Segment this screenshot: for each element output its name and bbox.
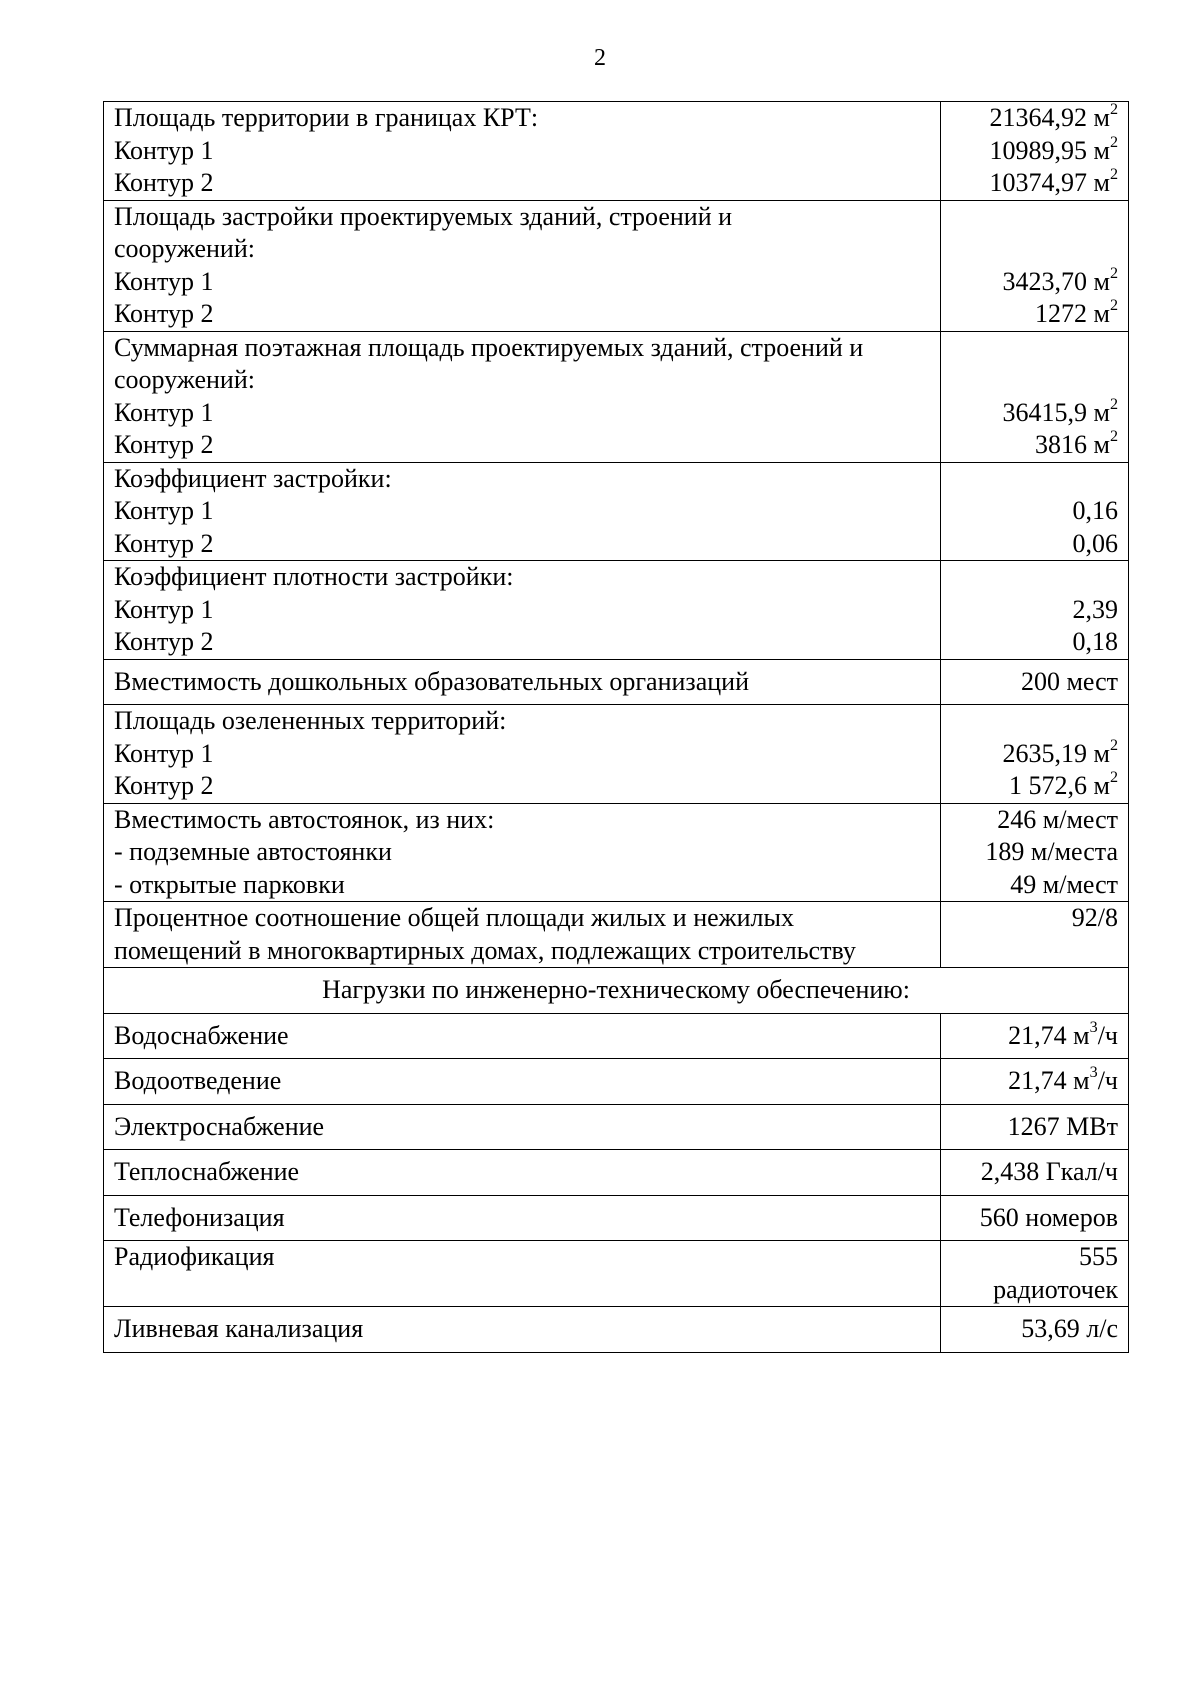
value-unit-exponent: 2 <box>1109 427 1118 445</box>
table-row <box>104 659 1129 705</box>
parameter-value-line <box>951 869 1118 902</box>
parameter-value-line <box>951 561 1118 594</box>
value-number: 21,74 м <box>1008 1066 1090 1095</box>
parameter-value-cell <box>941 902 1129 968</box>
value-number: 2,39 <box>1072 594 1118 624</box>
value-number: 36415,9 м <box>1002 397 1110 427</box>
parameter-value-line <box>951 201 1118 234</box>
parameter-label-cell <box>104 462 941 561</box>
parameter-label-cell <box>104 659 941 705</box>
parameter-value-line <box>951 495 1118 528</box>
table-row <box>104 902 1129 968</box>
parameter-value-cell <box>941 462 1129 561</box>
parameter-value-line <box>951 738 1118 771</box>
parameter-value-cell <box>941 331 1129 462</box>
section-heading-row <box>104 968 1129 1014</box>
value-unit-exponent: 2 <box>1109 165 1118 183</box>
utility-value-cell <box>941 1150 1129 1196</box>
utility-value <box>951 1020 1118 1053</box>
utility-value <box>951 1202 1118 1235</box>
value-unit-suffix: /ч <box>1097 1066 1118 1095</box>
value-number: 53,69 л/с <box>1021 1314 1118 1343</box>
parameter-label-line: Коэффициент плотности застройки: <box>114 562 514 591</box>
parameter-label-line: Контур 1 <box>114 266 214 296</box>
table-row <box>104 561 1129 660</box>
parameter-value-line <box>951 397 1118 430</box>
parameter-label-line: Площадь озелененных территорий: <box>114 706 507 735</box>
value-number: 21,74 м <box>1008 1020 1090 1050</box>
utility-row <box>104 1150 1129 1196</box>
parameter-value-cell <box>941 803 1129 902</box>
value-unit-exponent: 2 <box>1109 736 1118 754</box>
parameter-value-cell <box>941 705 1129 804</box>
parameter-label-line: помещений в многоквартирных домах, подлежащих строительству <box>114 935 856 965</box>
utility-value <box>951 1065 1118 1098</box>
utility-row <box>104 1195 1129 1241</box>
value-unit-exponent: 2 <box>1109 768 1118 786</box>
utility-value <box>951 1156 1118 1189</box>
value-unit-exponent: 2 <box>1109 395 1118 413</box>
value-number: 10374,97 м <box>989 168 1110 197</box>
value-number: 1272 м <box>1034 299 1110 328</box>
parameter-value-line <box>951 804 1118 837</box>
parameter-value-line <box>951 298 1118 331</box>
page-number: 2 <box>594 45 606 71</box>
parameter-value-line <box>951 902 1118 935</box>
utility-label: Телефонизация <box>104 1195 941 1241</box>
value-number: 2,438 Гкал/ч <box>980 1157 1118 1186</box>
parameter-value-line <box>951 770 1118 803</box>
utility-row <box>104 1059 1129 1105</box>
parameter-value-cell <box>941 102 1129 201</box>
parameter-value-line <box>951 266 1118 299</box>
value-number: 560 номеров <box>979 1202 1118 1232</box>
table-row <box>104 200 1129 331</box>
utility-value-cell <box>941 1241 1129 1307</box>
utility-value-cell <box>941 1104 1129 1150</box>
parameter-label-line: Контур 1 <box>114 594 214 624</box>
parameter-label-line: Площадь застройки проектируемых зданий, строений и <box>114 201 733 231</box>
utility-value-line: 555 <box>1079 1242 1118 1271</box>
parameter-label-line: Процентное соотношение общей площади жилых и нежилых <box>114 903 794 932</box>
parameters-table-body <box>104 102 1129 1353</box>
value-unit-exponent: 2 <box>1109 133 1118 151</box>
utility-value-line: радиоточек <box>993 1274 1118 1304</box>
parameter-label-line: Контур 2 <box>114 299 214 328</box>
parameter-label-line: Контур 2 <box>114 528 214 558</box>
parameter-value-line <box>951 836 1118 869</box>
parameter-value-line <box>951 594 1118 627</box>
value-number: 0,06 <box>1072 528 1118 558</box>
value-unit-suffix: /ч <box>1097 1020 1118 1050</box>
table-row <box>104 462 1129 561</box>
parameter-label-line: Контур 1 <box>114 135 214 165</box>
parameter-value-cell <box>941 561 1129 660</box>
utility-row <box>104 1241 1129 1307</box>
parameter-label-line: Площадь территории в границах КРТ: <box>114 103 539 132</box>
parameter-label-line: Контур 1 <box>114 397 214 427</box>
utility-label: Водоотведение <box>104 1059 941 1105</box>
parameter-value-line <box>951 135 1118 168</box>
parameter-value-cell <box>941 200 1129 331</box>
value-unit-exponent: 3 <box>1089 1018 1098 1036</box>
parameter-value-line <box>951 364 1118 397</box>
parameter-value-line <box>951 666 1118 699</box>
parameter-label-line: Контур 1 <box>114 496 214 525</box>
parameter-label-line: Контур 1 <box>114 738 214 768</box>
parameter-value-cell <box>941 659 1129 705</box>
utility-row <box>104 1307 1129 1353</box>
parameter-label-cell <box>104 102 941 201</box>
utility-value-cell <box>941 1059 1129 1105</box>
parameter-value-line <box>951 626 1118 659</box>
parameter-label-line: сооружений: <box>114 365 255 394</box>
value-unit-exponent: 2 <box>1109 296 1118 314</box>
parameter-label-cell <box>104 331 941 462</box>
value-unit-exponent: 2 <box>1109 100 1118 118</box>
parameter-label-line: Вместимость дошкольных образовательных организаций <box>114 666 749 696</box>
parameter-label-line: Контур 2 <box>114 627 214 656</box>
parameter-value-line <box>951 167 1118 200</box>
table-row <box>104 331 1129 462</box>
value-number: 21364,92 м <box>989 103 1110 132</box>
parameter-value-line <box>951 528 1118 561</box>
utility-row <box>104 1104 1129 1150</box>
value-number: 3816 м <box>1034 430 1110 459</box>
parameter-label-line: - подземные автостоянки <box>114 837 392 866</box>
parameter-label-line: - открытые парковки <box>114 869 345 899</box>
value-number: 189 м/места <box>985 837 1118 866</box>
parameter-value-line <box>951 332 1118 365</box>
utility-value <box>951 1313 1118 1346</box>
value-number: 0,16 <box>1072 496 1118 525</box>
parameter-label-cell <box>104 200 941 331</box>
parameter-label-line: Контур 2 <box>114 168 214 197</box>
parameter-value-line <box>951 463 1118 496</box>
parameter-label-line: Контур 2 <box>114 771 214 800</box>
value-number: 0,18 <box>1072 627 1118 656</box>
value-number: 10989,95 м <box>989 135 1110 165</box>
value-number: 1267 МВт <box>1007 1111 1118 1141</box>
utility-label: Радиофикация <box>104 1241 941 1307</box>
section-heading: Нагрузки по инженерно-техническому обеспечению: <box>104 968 1129 1014</box>
value-unit-exponent: 3 <box>1089 1063 1098 1081</box>
parameter-label-cell <box>104 803 941 902</box>
value-number: 92/8 <box>1071 903 1118 932</box>
value-number: 49 м/мест <box>1010 869 1118 899</box>
utility-row <box>104 1013 1129 1059</box>
value-number: 246 м/мест <box>997 804 1118 834</box>
table-row <box>104 705 1129 804</box>
parameter-label-line: Вместимость автостоянок, из них: <box>114 804 495 834</box>
parameter-label-line: Суммарная поэтажная площадь проектируемых зданий, строений и <box>114 332 864 362</box>
utility-label: Водоснабжение <box>104 1013 941 1059</box>
parameter-label-line: сооружений: <box>114 234 255 263</box>
value-number: 200 мест <box>1020 666 1118 696</box>
value-unit-exponent: 2 <box>1109 264 1118 282</box>
parameter-value-line <box>951 705 1118 738</box>
parameter-label-cell <box>104 902 941 968</box>
value-number: 3423,70 м <box>1002 266 1110 296</box>
value-number: 2635,19 м <box>1002 738 1110 768</box>
parameter-value-line <box>951 102 1118 135</box>
utility-label: Электроснабжение <box>104 1104 941 1150</box>
parameter-value-line <box>951 233 1118 266</box>
parameter-value-line <box>951 429 1118 462</box>
utility-value-cell <box>941 1013 1129 1059</box>
utility-value <box>951 1111 1118 1144</box>
parameters-table <box>103 101 1129 1353</box>
parameter-label-line: Контур 2 <box>114 430 214 459</box>
utility-value-cell <box>941 1307 1129 1353</box>
parameter-label-cell <box>104 561 941 660</box>
utility-label: Ливневая канализация <box>104 1307 941 1353</box>
table-row <box>104 803 1129 902</box>
parameter-label-line: Коэффициент застройки: <box>114 463 392 493</box>
parameter-label-cell <box>104 705 941 804</box>
utility-label: Теплоснабжение <box>104 1150 941 1196</box>
table-row <box>104 102 1129 201</box>
utility-value-cell <box>941 1195 1129 1241</box>
value-number: 1 572,6 м <box>1008 771 1110 800</box>
